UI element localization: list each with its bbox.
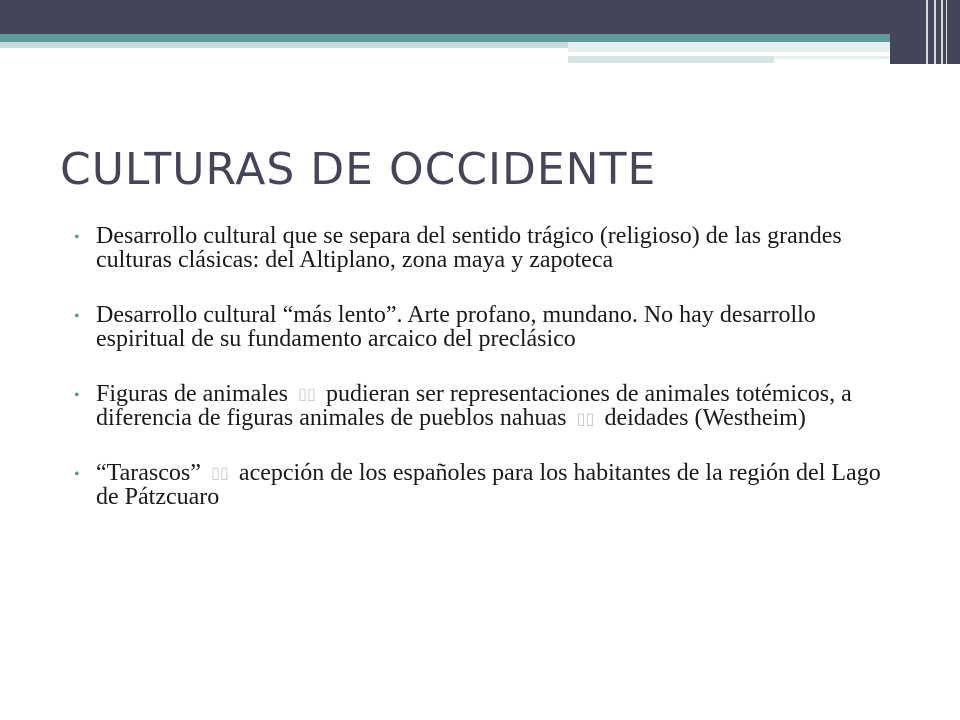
header-light-bar: [568, 56, 774, 63]
bullet-text-end: deidades (Westheim): [604, 405, 806, 432]
bullet-item: [72, 303, 892, 352]
header-corner-line: [946, 0, 947, 64]
bullet-text-start: Figuras de animales: [96, 380, 288, 407]
bullet-icon: •: [74, 465, 80, 483]
header-light-bar: [774, 56, 890, 59]
bullet-text: Desarrollo cultural que se separa del sentido trágico (religioso) de las grandes culturas clásicas: del Altiplano, zona maya y zapoteca: [96, 223, 842, 274]
header-corner-line: [941, 0, 943, 64]
header-light-bar: [0, 42, 568, 48]
bullet-text-middle: pudieran ser representaciones de animales totémicos, a diferencia de figuras animales de pueblos nahuas: [96, 380, 852, 432]
missing-arrow-icon: ▯▯: [576, 410, 595, 428]
bullet-list: [72, 224, 892, 540]
header-corner-line: [926, 0, 928, 64]
bullet-text-end: acepción de los españoles para los habitantes de la región del Lago de Pátzcuaro: [96, 459, 881, 511]
bullet-icon: •: [74, 229, 80, 246]
bullet-item: [72, 461, 892, 510]
bullet-item: [72, 382, 892, 431]
header-corner-line: [934, 0, 936, 64]
bullet-item: [72, 224, 892, 273]
header-accent-stripe: [0, 34, 960, 42]
slide-title: CULTURAS DE OCCIDENTE: [60, 144, 657, 195]
bullet-icon: •: [74, 307, 80, 325]
header-corner-block: [890, 0, 960, 64]
bullet-icon: •: [74, 386, 80, 404]
bullet-text: Desarrollo cultural “más lento”. Arte profano, mundano. No hay desarrollo espiritual de su fundamento arcaico del preclásico: [96, 301, 816, 353]
missing-arrow-icon: ▯▯: [298, 386, 316, 404]
missing-arrow-icon: ▯▯: [211, 465, 229, 483]
header-band: [0, 0, 960, 34]
header-light-bar: [568, 42, 890, 52]
bullet-text-start: “Tarascos”: [96, 459, 201, 486]
